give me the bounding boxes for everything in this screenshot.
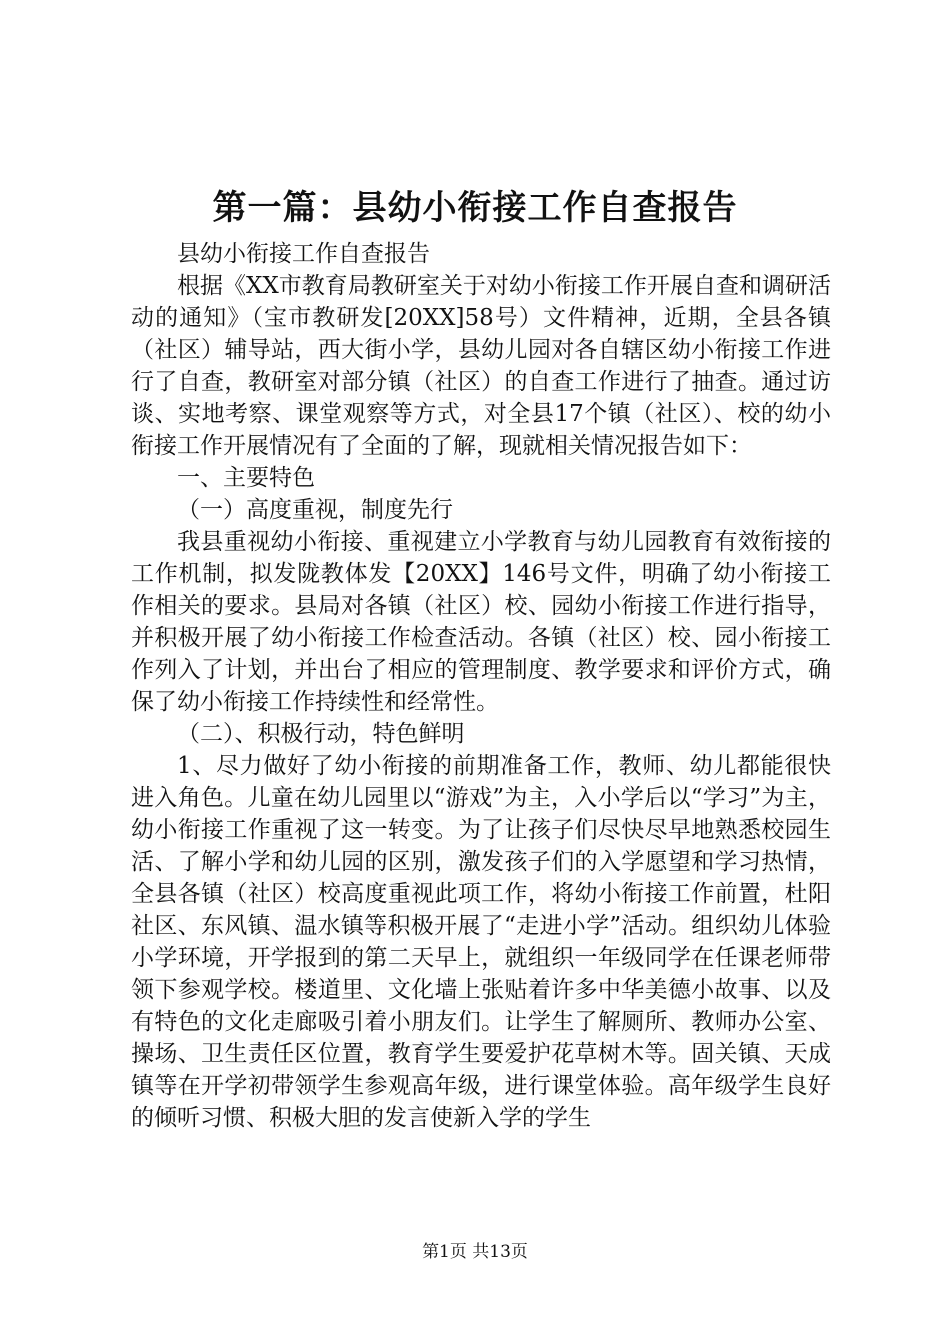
body-paragraph: 1、尽力做好了幼小衔接的前期准备工作，教师、幼儿都能很快进入角色。儿童在幼儿园里以“游戏”为主，入小学后以“学习”为主，幼小衔接工作重视了这一转变。为了让孩子们尽快尽早地熟悉校园生活、了解小学和幼儿园的区别，激发孩子们的入学愿望和学习热情，全县各镇（社区）校高度重视此项工作，将幼小衔接工作前置，杜阳社区、东风镇、温水镇等积极开展了“走进小学”活动。组织幼儿体验小学环境，开学报到的第二天早上，就组织一年级同学在任课老师带领下参观学校。楼道里、文化墙上张贴着许多中华美德小故事、以及有特色的文化走廊吸引着小朋友们。让学生了解厕所、教师办公室、操场、卫生责任区位置，教育学生要爱护花草树木等。固关镇、天成镇等在开学初带领学生参观高年级，进行课堂体验。高年级学生良好的倾听习惯、积极大胆的发言使新入学的学生	[131, 753, 831, 1131]
subtitle-paragraph: 县幼小衔接工作自查报告	[177, 241, 430, 267]
document-title: 第一篇：县幼小衔接工作自查报告	[212, 188, 738, 228]
section-heading: 一、主要特色	[177, 465, 315, 491]
body-paragraph: 我县重视幼小衔接、重视建立小学教育与幼儿园教育有效衔接的工作机制，拟发陇教体发【20XX】146号文件，明确了幼小衔接工作相关的要求。县局对各镇（社区）校、园幼小衔接工作进行指导，并积极开展了幼小衔接工作检查活动。各镇（社区）校、园小衔接工作列入了计划，并出台了相应的管理制度、教学要求和评价方式，确保了幼小衔接工作持续性和经常性。	[131, 529, 831, 715]
intro-paragraph: 根据《XX市教育局教研室关于对幼小衔接工作开展自查和调研活动的通知》（宝市教研发[20XX]58号）文件精神，近期，全县各镇（社区）辅导站，西大街小学，县幼儿园对各自辖区幼小衔接工作进行了自查，教研室对部分镇（社区）的自查工作进行了抽查。通过访谈、实地考察、课堂观察等方式，对全县17个镇（社区）、校的幼小衔接工作开展情况有了全面的了解，现就相关情况报告如下：	[131, 273, 831, 459]
subsection-heading: （二）、积极行动，特色鲜明	[177, 721, 465, 747]
page-footer: 第1页 共13页	[422, 1242, 528, 1262]
subsection-heading: （一）高度重视，制度先行	[177, 497, 453, 523]
document-body	[131, 238, 831, 1134]
